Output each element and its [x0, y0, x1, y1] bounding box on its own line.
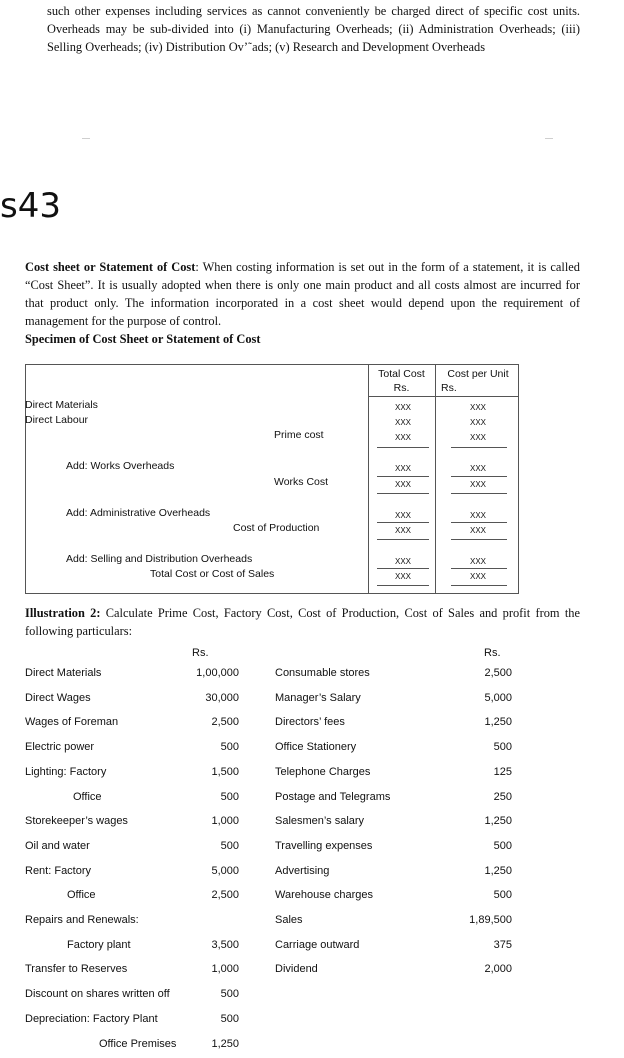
left-row-value: 1,250: [211, 1037, 239, 1050]
cost-sheet-paragraph: [25, 258, 580, 330]
direct-materials-label: Direct Materials: [25, 399, 98, 411]
divider: [545, 138, 553, 139]
admin-overheads-label: Add: Administrative Overheads: [66, 507, 211, 519]
table-border: [25, 593, 519, 594]
left-row-value: 500: [220, 741, 239, 754]
left-row-value: 500: [220, 790, 239, 803]
right-row-value: 1,89,500: [469, 914, 512, 926]
left-row-label: Electric power: [25, 741, 95, 754]
left-row-label: Transfer to Reserves: [25, 963, 128, 976]
right-row-value: 5,000: [484, 691, 512, 704]
subtotal-rule: [451, 585, 507, 586]
right-row-value: 500: [493, 741, 512, 754]
right-row-label: Consumable stores: [275, 667, 370, 679]
cost-per-unit-value: XXX: [469, 526, 486, 535]
right-row-value: 1,250: [484, 815, 512, 828]
cost-per-unit-value: XXX: [469, 511, 486, 520]
divider: [82, 138, 90, 139]
left-row-value: 2,500: [211, 716, 239, 729]
left-row-value: 500: [220, 839, 239, 852]
subtotal-rule: [451, 447, 507, 448]
subtotal-rule: [377, 476, 429, 477]
left-row-label: Depreciation: Factory Plant: [25, 1012, 158, 1025]
left-row-value: 30,000: [205, 691, 239, 704]
right-row-label: Sales: [275, 914, 303, 926]
total-cost-value: XXX: [394, 480, 411, 489]
subtotal-rule: [377, 447, 429, 448]
left-row-label: Repairs and Renewals:: [25, 914, 139, 926]
table-border: [435, 364, 436, 594]
page-label: s43: [0, 186, 61, 226]
left-row-label: Discount on shares written off: [25, 988, 170, 1001]
left-row-value: 500: [220, 1012, 239, 1025]
left-row-label: Storekeeper’s wages: [25, 815, 128, 828]
table-border: [518, 364, 519, 594]
right-row-value: 250: [493, 790, 512, 803]
total-cost-label: Total Cost or Cost of Sales: [150, 568, 275, 580]
right-row-value: 2,500: [484, 667, 512, 679]
works-cost-label: Works Cost: [274, 476, 329, 488]
works-overheads-label: Add: Works Overheads: [66, 460, 175, 472]
right-row-label: Dividend: [275, 963, 318, 976]
left-row-value: 1,500: [211, 765, 239, 778]
total-cost-value: XXX: [394, 511, 411, 520]
left-row-label: Wages of Foreman: [25, 716, 119, 729]
subtotal-rule: [451, 568, 507, 569]
cost-per-unit-value: XXX: [469, 557, 486, 566]
table-border: [25, 364, 519, 365]
subtotal-rule: [451, 476, 507, 477]
right-row-value: 1,250: [484, 864, 512, 877]
left-row-value: 3,500: [211, 938, 239, 951]
cost-per-unit-value: XXX: [469, 418, 486, 427]
prime-cost-label: Prime cost: [274, 429, 324, 441]
left-row-label: Office: [67, 889, 96, 902]
illustration-paragraph: [25, 604, 580, 640]
specimen-heading: Specimen of Cost Sheet or Statement of Cost: [25, 332, 261, 346]
cost-per-unit-unit: Rs.: [441, 382, 457, 394]
left-row-label: Direct Materials: [25, 667, 102, 679]
left-row-value: 2,500: [211, 889, 239, 902]
left-row-label: Office Premises: [99, 1037, 177, 1050]
left-row-label: Lighting: Factory: [25, 765, 107, 778]
right-row-label: Directors’ fees: [275, 716, 345, 729]
subtotal-rule: [377, 539, 429, 540]
left-row-value: 500: [220, 988, 239, 1001]
top-paragraph: such other expenses including services as cannot conveniently be charged direct of specific cost units. Overheads may be sub-divided into (i) Manufacturing Overheads; (ii) Administration Overheads; (iii) Selling Overheads; (iv) Distribution Ov’˜ads; (v) Research and Development Overheads: [47, 4, 580, 54]
specimen-table: [25, 364, 519, 594]
left-row-value: 5,000: [211, 864, 239, 877]
right-row-value: 500: [493, 889, 512, 902]
direct-labour-label: Direct Labour: [25, 414, 89, 426]
subtotal-rule: [451, 493, 507, 494]
subtotal-rule: [377, 585, 429, 586]
right-row-label: Salesmen’s salary: [275, 815, 365, 828]
cost-per-unit-value: XXX: [469, 572, 486, 581]
subtotal-rule: [377, 493, 429, 494]
total-cost-value: XXX: [394, 418, 411, 427]
right-row-label: Advertising: [275, 864, 330, 877]
cost-sheet-term: Cost sheet or Statement of Cost: [25, 260, 196, 274]
right-row-value: 375: [493, 938, 512, 951]
cost-per-unit-value: XXX: [469, 433, 486, 442]
right-row-value: 125: [493, 765, 512, 778]
cost-of-production-label: Cost of Production: [233, 522, 320, 534]
subtotal-rule: [377, 522, 429, 523]
total-cost-value: XXX: [394, 433, 411, 442]
cost-sheet-definition: : When costing information is set out in the form of a statement, it is called “Cost Sheet”. It is usually adopted when there is only one main product and all costs almost are incurred for that product only. The information incorporated in a cost sheet would depend upon the requirement of management for the purpose of control.: [25, 260, 580, 328]
left-row-label: Rent: Factory: [25, 864, 92, 877]
right-row-label: Warehouse charges: [275, 889, 374, 902]
subtotal-rule: [451, 522, 507, 523]
cost-per-unit-value: XXX: [469, 480, 486, 489]
table-rule: [368, 396, 518, 397]
right-row-value: 1,250: [484, 716, 512, 729]
illustration-title: Illustration 2:: [25, 606, 101, 620]
total-cost-unit: Rs.: [393, 382, 410, 394]
right-row-value: 500: [493, 839, 512, 852]
selling-overheads-label: Add: Selling and Distribution Overheads: [66, 553, 253, 565]
left-row-value: 1,00,000: [196, 667, 239, 679]
subtotal-rule: [377, 568, 429, 569]
total-cost-value: XXX: [394, 557, 411, 566]
total-cost-value: XXX: [394, 526, 411, 535]
left-row-value: 1,000: [211, 815, 239, 828]
cost-per-unit-value: XXX: [469, 403, 486, 412]
total-cost-value: XXX: [394, 572, 411, 581]
table-border: [368, 364, 369, 594]
right-row-label: Postage and Telegrams: [275, 790, 391, 803]
total-cost-value: XXX: [394, 464, 411, 473]
right-row-label: Carriage outward: [275, 938, 360, 951]
rs-left-header: Rs.: [192, 647, 209, 659]
left-row-label: Oil and water: [25, 839, 90, 852]
left-row-label: Factory plant: [67, 938, 131, 951]
right-row-value: 2,000: [484, 963, 512, 976]
total-cost-value: XXX: [394, 403, 411, 412]
left-row-label: Direct Wages: [25, 691, 91, 704]
cost-per-unit-value: XXX: [469, 464, 486, 473]
total-cost-header: Total Cost: [378, 368, 425, 380]
right-row-label: Telephone Charges: [275, 765, 371, 778]
left-row-label: Office: [73, 790, 102, 803]
left-row-value: 1,000: [211, 963, 239, 976]
right-row-label: Travelling expenses: [275, 839, 373, 852]
cost-per-unit-header: Cost per Unit: [447, 368, 509, 380]
subtotal-rule: [451, 539, 507, 540]
right-row-label: Manager’s Salary: [275, 691, 361, 704]
rs-right-header: Rs.: [484, 647, 501, 659]
illustration-text: Calculate Prime Cost, Factory Cost, Cost of Production, Cost of Sales and profit from the following particulars:: [25, 606, 580, 638]
right-row-label: Office Stationery: [275, 741, 357, 754]
